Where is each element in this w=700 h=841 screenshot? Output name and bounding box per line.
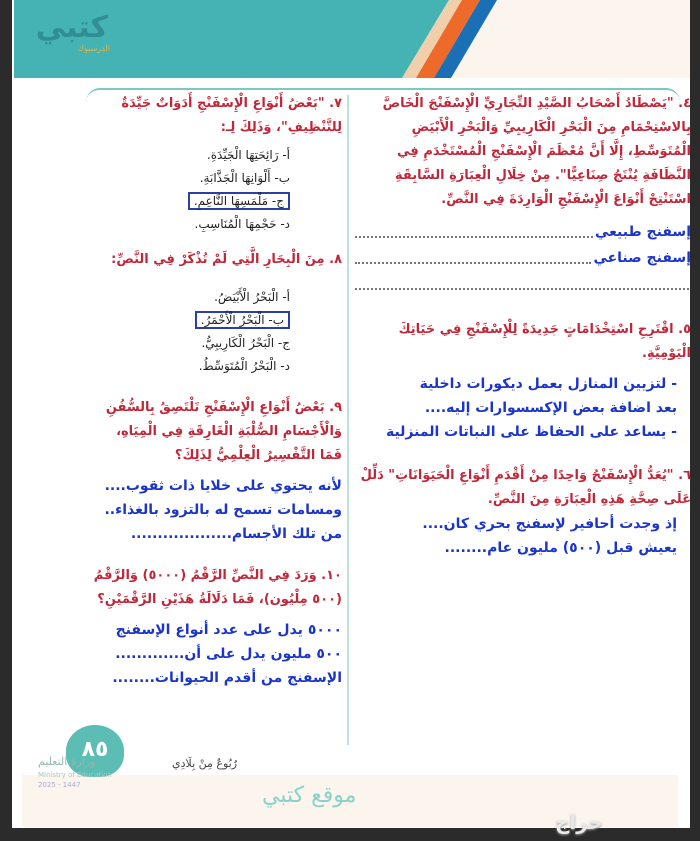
q5-answer-1: - لتزيين المنازل بعمل ديكورات داخلية	[419, 376, 677, 392]
q9-answer-1: لأنه يحتوي على خلايا ذات ثقوب....	[104, 478, 342, 494]
q4-answer-1: إسفنج طبيعي	[594, 224, 691, 240]
question-4: ٤. "يَصْطَادُ أَصْحَابُ الصَّيْدِ التِّجَارِيِّ الْإِسْفَنْجَ الْخَاصَّ بِالاسْتِحْمَامِ مِنَ الْبَحْرِ الْكَارِيبِيِّ وَالْبَحْرِ الْأَبْيَضِ الْمُتَوَسِّطِ، إِلَّا أَنَّ مُعْظَمَ الْإِسْفَنْجِ الْمُسْتَخْدَمِ فِي النَّظَافَةِ يُنْتَجُ صِنَاعِيًّا". مِنْ خِلَالِ الْعِبَارَةِ السَّابِقَةِ اسْتَنْتِجْ أَنْوَاعَ الْإِسْفَنْجِ الْوَارِدَةَ فِي النَّصِّ.	[382, 96, 691, 207]
question-9: ٩. بَعْضُ أَنْوَاعِ الْإِسْفَنْجِ تَلْتَصِقُ بِالسُّفُنِ وَالْأَجْسَامِ الصُّلْبَةِ الْغَارِقَةِ فِي الْمِيَاهِ، فَمَا التَّفْسِيرُ الْعِلْمِيُّ لِذَلِكَ؟	[105, 400, 342, 463]
right-column	[355, 92, 691, 560]
q7-option-b[interactable]: ب- أَلْوَانِهَا الْجَذَّابَةِ.	[199, 171, 290, 185]
section-title: رُبُوعٌ مِنْ بِلَادِي	[172, 757, 238, 770]
q7-option-c-selected[interactable]: ج- مَلْمَسِهَا النَّاعِمِ.	[90, 190, 290, 213]
column-divider	[347, 95, 349, 745]
q8-option-c[interactable]: ج- الْبَحْرُ الْكَارِيبِيُّ.	[201, 336, 290, 350]
q5-answer-2: بعد اضافة بعض الإكسسوارات إليه....	[424, 400, 677, 416]
q8-option-a[interactable]: أ- الْبَحْرُ الْأَبْيَضُ.	[214, 290, 290, 304]
site-watermark: موقع كتبي	[262, 783, 357, 808]
page-number: ٨٥	[66, 725, 124, 777]
q6-answer-1: إذ وجدت أحافير لإسفنج بحري كان....	[422, 516, 677, 532]
q6-answer-2: يعيش قبل (٥٠٠) مليون عام........	[444, 540, 677, 556]
q7-option-d[interactable]: د- حَجْمِهَا الْمُنَاسِبِ.	[194, 217, 290, 231]
q7-option-a[interactable]: أ- رَائِحَتِهَا الْجَيِّدَةِ.	[206, 148, 290, 162]
question-10: ١٠. وَرَدَ فِي النَّصِّ الرَّقْمُ (٥٠٠٠) وَالرَّقْمُ (٥٠٠ مِلْيُون)، فَمَا دَلَالَةُ هَذَيْنِ الرَّقْمَيْنِ؟	[93, 568, 342, 607]
q8-option-b-selected[interactable]: ب- الْبَحْرُ الْأَحْمَرُ.	[90, 309, 290, 332]
q8-option-d[interactable]: د- الْبَحْرُ الْمُتَوَسِّطُ.	[198, 359, 290, 373]
q9-answer-3: من تلك الأجسام...................	[130, 526, 342, 542]
q9-answer-2: ومسامات تسمح له بالتزود بالغذاء..	[104, 502, 342, 518]
header-banner	[14, 0, 690, 78]
question-8: ٨. مِنَ الْبِحَارِ الَّتِي لَمْ تُذْكَرْ فِي النَّصِّ:	[111, 252, 342, 267]
ministry-logo: ٨٥ وزارة التعليم Ministry of Education 2025 - 1447	[38, 725, 158, 785]
question-5: ٥. اقْتَرِحِ اسْتِخْدَامَاتٍ جَدِيدَةً لِلْإِسْفَنْجِ فِي حَيَاتِكَ الْيَوْمِيَّةِ.	[398, 322, 691, 361]
question-7: ٧. "بَعْضُ أَنْوَاعِ الْإِسْفَنْجِ أَدَوَاتٌ جَيِّدَةٌ لِلتَّنْظِيفِ"، وَذَلِكَ لِـ:	[121, 96, 342, 135]
haraj-watermark: حراج	[555, 810, 604, 834]
q10-answer-3: الإسفنج من أقدم الحيوانات........	[112, 670, 342, 686]
left-column	[90, 92, 342, 690]
q10-answer-2: ٥٠٠ مليون يدل على أن.............	[115, 646, 342, 662]
q4-answer-2: إسفنج صناعي	[593, 250, 691, 266]
q5-answer-3: - يساعد على الحفاظ على النباتات المنزلية	[385, 424, 677, 440]
kotobi-logo: كتبي الدرسبوك	[35, 10, 110, 53]
q10-answer-1: ٥٠٠٠ يدل على عدد أنواع الإسفنج	[115, 622, 342, 638]
question-6: ٦. "يُعَدُّ الْإِسْفَنْجُ وَاحِدًا مِنْ أَقْدَمِ أَنْوَاعِ الْحَيَوَانَاتِ" دَلِّلْ عَلَى صِحَّةِ هَذِهِ الْعِبَارَةِ مِنَ النَّصِّ.	[360, 468, 691, 507]
